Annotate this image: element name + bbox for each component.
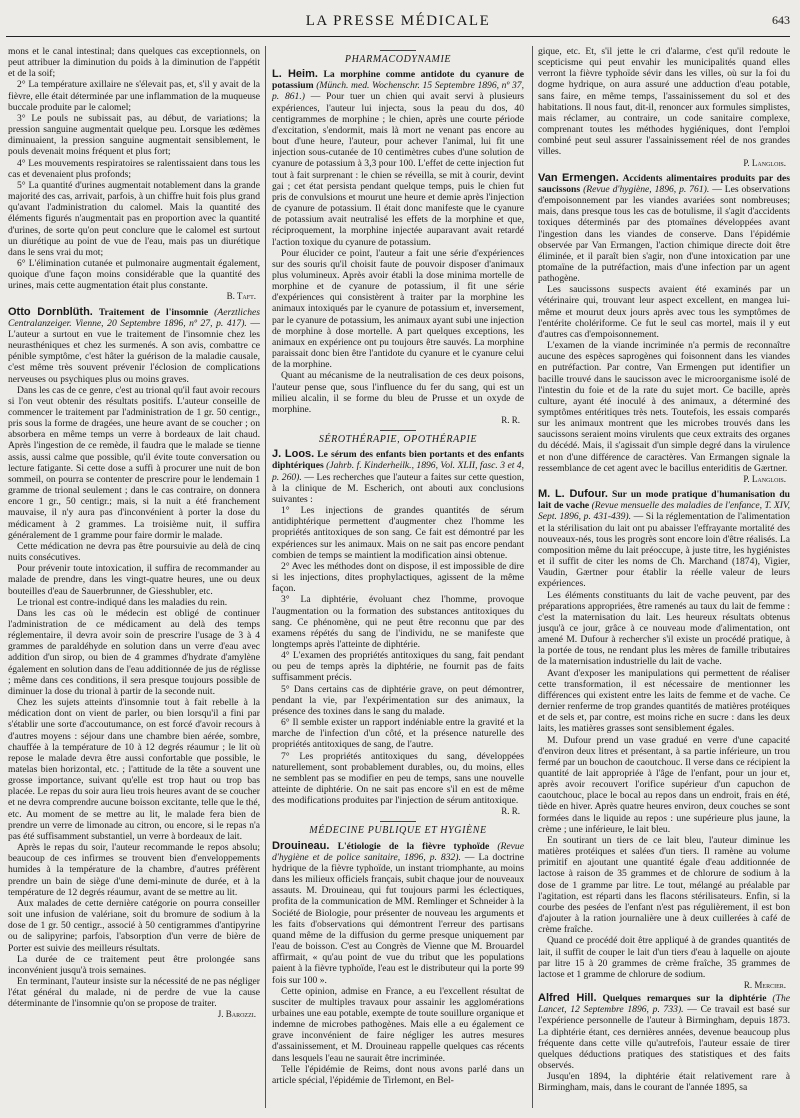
paragraph: Les saucissons suspects avaient été examinés par un vétérinaire qui, trouvant leur aspect excellent, en mangea lui-même et mourut deux jours après avec tous les symptômes de l'entérite cholériforme. Ce fut le seul cas mortel, mais il y eut d'autres cas d'empoisonnement. xyxy=(538,284,790,340)
article-title: Traitement de l'insomnie xyxy=(98,306,209,318)
page-header xyxy=(6,10,790,37)
column-3 xyxy=(538,46,790,1094)
paragraph: 6° L'élimination cutanée et pulmonaire augmentait également, quoique d'une façon moins considérable que la quantité des urines, mais cette augmentation était plus constante. xyxy=(8,257,260,292)
article-head xyxy=(272,69,524,248)
paragraph: 2° Avec les méthodes dont on dispose, il est impossible de dire si les injections, dites prophylactiques, agissent de la même façon. xyxy=(272,560,524,595)
paragraph: — La doctrine hydrique de la fièvre typhoïde, un instant triomphante, au moins dans les milieux officiels français, subit chaque jour de nouveaux assauts. M. Drouineau, qui fut toujours parmi les éclectiques, profita de la communication de MM. Remlinger et Schneider à la Société de Biologie, pour présenter de nouveau les arguments et les faits d'observations qui démontrent l'erreur des partisans quand même de la diffusion du germe presque uniquement par l'eau de boisson. C'est au Congrès de Vienne que M. Brouardel affirmait, « qu'au point de vue du tribut que les populations paient à la fièvre typhoïde, l'eau est le distributeur qui la porte 99 fois sur 100 ». xyxy=(272,851,524,986)
article-heim xyxy=(272,69,524,426)
article-drouineau xyxy=(272,841,524,1086)
article-head xyxy=(538,993,790,1071)
paragraph: — L'auteur a surtout en vue le traitement de l'insomnie chez les neurasthéniques et chez les surmenés. A son avis, combattre ce pénible symptôme, c'est hâter la guérison de la maladie causale, c'est même très souvent prévenir l'éclosion de complications nerveuses ou psychiques plus ou moins graves. xyxy=(8,317,260,385)
column-rule-2 xyxy=(532,46,533,1108)
signature: R. R. xyxy=(501,806,520,817)
paragraph: Quant au mécanisme de la neutralisation de ces deux poisons, l'auteur pense que, sous l'influence du fer du sang, qui est un milieu alcalin, il se forme du bleu de Prusse et un oxyde de morphine. xyxy=(272,370,524,415)
paragraph: Les éléments constituants du lait de vache peuvent, par des préparations appropriées, être ramenés au taux du lait de femme : c'est la maternisation du lait. Les heureux résultats obtenus jusqu'à ce jour, grâce à ce nouveau mode d'alimentation, ont amené M. Dufour à rechercher s'il existe un procédé pratique, à la portée de tous, ne rendant plus les mères de famille tributaires de la maternisation industrielle du lait de vache. xyxy=(538,589,790,668)
signature: R. Mercier. xyxy=(743,979,786,990)
article-reference: (The Lancet, 12 Septembre 1896, p. 733). xyxy=(538,993,791,1016)
article-head xyxy=(272,449,524,505)
paragraph: 2° La température axillaire ne s'élevait pas, et, s'il y avait de la fièvre, elle était déterminée par une inflammation de la muqueuse buccale produite par le calomel; xyxy=(8,79,260,113)
paragraph: — Ce travail est basé sur l'expérience personnelle de l'auteur à Birmingham, depuis 1873. La diphtérie étant, ces dernières années, devenue beaucoup plus fréquente dans cette ville qu'autrefois, l'auteur essaie de tirer quelques déductions pratiques des statistiques et des faits observés. xyxy=(538,1004,790,1072)
paragraph: Cette opinion, admise en France, a eu l'excellent résultat de susciter de multiples travaux pour assainir les agglomérations urbaines une eau potable, exempte de toute souillure organique et indemne de microbes pathogènes. Mais elle a eu également ce grave inconvénient de faire négliger les autres mesures d'assainissement, et M. Drouineau rappelle quelques cas récents dans lesquels l'eau ne saurait être incriminée. xyxy=(272,985,524,1064)
paragraph: mons et le canal intestinal; dans quelques cas exceptionnels, on peut attribuer la diminution du poids à la diminution de l'appétit et de la soif; xyxy=(8,46,260,80)
article-author: Alfred Hill. xyxy=(538,992,597,1005)
article-author: J. Loos. xyxy=(272,448,315,461)
article-reference: (Revue d'hygiène et de police sanitaire, 1896, p. 832). xyxy=(272,840,524,863)
paragraph: — Les recherches que l'auteur a faites sur cette question, à la clinique de M. Escherich, ont abouti aux conclusions suivantes : xyxy=(272,471,525,505)
signature: P. Langlois. xyxy=(743,473,786,484)
paragraph: Après le repas du soir, l'auteur recommande le repos absolu; beaucoup de ces infirmes se trouvent bien d'enveloppements humides à la température de la chambre, d'autres préfèrent prendre un bain de siège d'une demi-minute de durée, et à la température de 12 degrés réaumur, avant de se mettre au lit. xyxy=(8,842,260,898)
paragraph: — Si la réglementation de l'alimentation et la stérilisation du lait ont pu abaisser l'effrayante mortalité des nouveaux-nés, tous les progrès sont encore loin d'être réalisés. La composition même du lait préoccupe, à juste titre, les hygiénistes et il suffit de citer les noms de Ch. Marchand (1874), Vigier, Vaudin, Gærtner pour établir la réelle valeur de leurs expériences. xyxy=(538,511,790,590)
paragraph: Telle l'épidémie de Reims, dont nous avons parlé dans un article spécial, l'épidémie de Tirlemont, en Bel- xyxy=(272,1063,524,1086)
article-title: La morphine comme antidote du cyanure de potassium xyxy=(272,69,524,92)
article-author: Van Ermengen. xyxy=(538,171,619,184)
paragraph: Cette médication ne devra pas être poursuivie au delà de cinq nuits consécutives. xyxy=(8,540,260,564)
paragraph: Le trional est contre-indiqué dans les maladies du rein. xyxy=(17,596,228,608)
article-author: Drouineau. xyxy=(272,839,330,852)
paragraph: 5° La quantité d'urines augmentait notablement dans la grande majorité des cas, arrivait, parfois, à un chiffre huit fois plus grand qu'avant l'administration du calomel. Mais la quantité des éléments figurés n'augmentait pas en proportion avec la quantité d'urines, de sorte qu'on peut conclure que le calomel est surtout un diurétique au point de vue de l'eau, mais pas un diurétique dans le sens vrai du mot; xyxy=(8,179,260,258)
signature: B. Taft. xyxy=(226,291,256,302)
paragraph: Chez les sujets atteints d'insomnie tout à fait rebelle à la médication dont on vient de parler, ou bien lorsqu'il a fini par s'établir une sorte d'accoutumance, on est forcé d'avoir recours à d'autres moyens : séjour dans une chambre bien aérée, sombre, chauffée à la température de 10 à 12 degrés réaumur ; le lit où repose le malade devra être aussi confortable que possible, le matelas bien horizontal, etc. ; l'attitude de la tête a souvent une grosse importance, suivant qu'elle est trop haut ou trop bas placée. Le repas du soir aura lieu trois heures avant de se coucher et ne devra comprendre aucune boisson excitante, telle que le thé, etc. Au moment de se mettre au lit, le malade fera bien de prendre un verre de limonade au citron, ou encore, si le repas n'a pas été suffisamment substantiel, un verre à bordeaux de lait. xyxy=(8,697,260,842)
article-dufour xyxy=(538,489,790,991)
paragraph: 3° Le pouls ne subissait pas, au début, de variations; la pression sanguine augmentait quelque peu. Lorsque les œdèmes diminuaient, la pression sanguine augmentait sensiblement, le pouls devenait moins fréquent et plus fort; xyxy=(8,112,260,158)
paragraph: Dans les cas de ce genre, c'est au trional qu'il faut avoir recours si l'on veut obtenir des résultats positifs. L'auteur conseille de commencer le traitement par l'administration de 1 gr. 50 centigr., pris sous la forme de dragées, une heure avant de se coucher ; on absorbera en même temps un verre à bordeaux de lait chaud. Après l'ingestion de ce remède, il faudra que le malade se tienne assis, aussi calme que possible, qu'il évite toute conversation ou lecture fatigante. Si cette dose a suffi à procurer une nuit de bon sommeil, on pourra se contenter de prescrire pour le lendemain 1 gramme de trional seulement ; dans le cas contraire, on donnera encore 1 gr., 50 centigr.; mais, si la nuit a été franchement mauvaise, il n'y aura pas d'inconvénient à porter la dose du médicament à 2 grammes. La troisième nuit, il suffira généralement de 1 gramme pour faire dormir le malade. xyxy=(8,384,260,541)
paragraph: 3° La diphtérie, évoluant chez l'homme, provoque l'augmentation ou la formation des substances antitoxiques du sang. Ce phénomène, qui ne peut être reconnu que par des examens répétés du sang de l'individu, ne se manifeste que longtemps après l'atteinte de diphtérie. xyxy=(272,594,524,650)
paragraph: gique, etc. Et, s'il jette le cri d'alarme, c'est qu'il redoute le scepticisme qui peut envahir les municipalités quand elles verront la fièvre typhoïde sévir dans les villes, où sur la foi du dogme hydrique, on aura assuré une adduction d'eau potable, sans faire, en même temps, l'assainissement du sol et des habitations. Il nous faut, dit-il, renoncer aux formules simplistes, mais réclamer, au contraire, un code sanitaire complexe, comprenant toutes les méthodes hygiéniques, dont l'emploi combiné peut seul assurer l'assainissement réel de nos grandes villes. xyxy=(538,46,790,158)
article-reference: (Münch. med. Wochenschr. 15 Septembre 1896, nº 37, p. 861.) xyxy=(272,80,524,103)
article-continuation xyxy=(8,46,260,303)
paragraph: M. Dufour prend un vase gradué en verre d'une capacité d'environ deux litres et présentant, à sa partie inférieure, un trou fermé par un bouchon de caoutchouc. Il verse dans ce récipient la quantité de lait appropriée à l'âge de l'enfant, pour un jour et, après avoir recouvert l'orifice supérieur d'un capuchon de caoutchouc, place le bocal au repos dans un endroit, frais en été, tiède en hiver. Après quatre heures environ, deux couches se sont formées dans le liquide au repos : une supérieure plus jaune, la crème ; une inférieure, le lait bleu. xyxy=(538,734,790,835)
paragraph: 6° Il semble exister un rapport indéniable entre la gravité et la marche de l'infection d'un côté, et la présence naturelle des propriétés antitoxiques de sang, de l'autre. xyxy=(272,717,524,751)
article-title: Quelques remarques sur la diphtérie xyxy=(602,993,767,1005)
article-hill xyxy=(538,993,790,1093)
article-title: Sur un mode pratique d'humanisation du lait de vache xyxy=(538,489,790,512)
paragraph: 7° Les propriétés antitoxiques du sang, développées naturellement, sont probablement durables, ou, du moins, elles ne semblent pas se modifier en peu de temps, sans une nouvelle atteinte de diphtérie. On ne sait pas encore s'il en est de même des modifications produites par l'injection de sérum antitoxique. xyxy=(272,750,524,807)
column-1 xyxy=(8,46,260,1023)
paragraph: Avant d'exposer les manipulations qui permettent de réaliser cette transformation, il est nécessaire de mentionner les différences qui existent entre les laits de femme et de vache. Ce dernier renferme de trop grandes quantités de matières protéiques et de sels et, par contre, est moins riche en sucre : dans les deux laits, les matières grasses sont sensiblement égales. xyxy=(538,667,790,735)
column-2 xyxy=(272,46,524,1086)
article-title: Le sérum des enfants bien portants et des enfants diphtériques xyxy=(272,449,524,472)
article-continuation xyxy=(538,46,790,169)
paragraph: 1° Les injections de grandes quantités de sérum antidiphtérique permettent d'augmenter chez l'homme les propriétés antitoxiques de son sang. Ce fait est démontré par les expériences sur les animaux. Mais on ne sait pas encore pendant combien de temps se maintient la modification ainsi obtenue. xyxy=(272,505,524,561)
signature: P. Langlois. xyxy=(743,157,786,168)
paragraph: L'examen de la viande incriminée n'a permis de reconnaître aucune des espèces saprogènes qui foisonnent dans les viandes en putréfaction. Par contre, Van Ermengen put identifier un bacille trouvé dans le saucisson avec le microorganisme isolé de l'intestin du foie et de la rate du sujet mort. Ce bacille, après culture, ayant été inoculé à des animaux, a déterminé des symptômes entéritiques très nets. Toutefois, les essais comparés sur les animaux montrent que les microbes trouvés dans les saucissons seraient moins virulents que ceux extraits des organes du décédé. Mais, il s'agissait d'un simple degré dans la virulence et non d'une différence de caractères. Van Ermangen signale la ressemblance de cet agent avec le bacillus enteriditis de Gærtner. xyxy=(538,340,790,474)
article-title: Accidents alimentaires produits par des saucissons xyxy=(538,172,790,195)
page-number: 643 xyxy=(772,13,790,27)
article-dornbluth xyxy=(8,307,260,1021)
paragraph: Quand ce procédé doit être appliqué à de grandes quantités de lait, il suffit de couper le lait d'un tiers d'eau à laquelle on ajoute par litre 15 à 20 grammes de crème fraîche, 35 grammes de lactose et 1 gramme de chlorure de sodium. xyxy=(538,935,790,980)
article-author: Otto Dornblüth. xyxy=(8,305,93,318)
article-author: L. Heim. xyxy=(272,68,318,81)
article-head xyxy=(538,489,790,589)
paragraph: Dans les cas où le médecin est obligé de continuer l'administration de ce médicament au delà des temps réglementaire, il devra avoir soin de prescrire l'usage de 3 à 4 grammes de paraldéhyde en solution dans un verre d'eau avec addition d'un sirop, ou bien de 4 grammes d'hydrate d'amylène également en solution dans de l'eau additionnée de jus de réglisse ; même dans ces conditions, il sera presque toujours possible de diminuer la dose du trional à partir de la seconde nuit. xyxy=(8,607,260,697)
paragraph: — Les observations d'empoisonnement par les viandes avariées sont nombreuses; mais, dans presque tous les cas de botulisme, il s'agit d'accidents toxiques déterminés par des ptomaïnes développées avant l'ingestion dans les viandes de conserve. Dans l'épidémie observée par Van Ermangen, l'action chimique directe doit être éliminée, et il paraît bien s'agir, non d'une intoxication par une ptomaïne de la putréfaction, mais d'une infection par un agent pathogène. xyxy=(538,183,790,285)
section-heading: MÉDECINE PUBLIQUE ET HYGIÈNE xyxy=(272,821,524,836)
paragraph: — Pour tuer un chien qui avait servi à plusieurs expériences, l'auteur lui injecta, sous la peau du dos, 40 centigrammes de morphine ; le chien, après une courte période d'excitation, s'endormit, mais là mort ne venant pas encore au bout d'une heure, l'auteur, pour achever l'animal, lui fit une injection sous-cutanée de 10 centimètres cubes d'une solution de cyanure de potassium à 3,3 pour 100. L'effet de cette injection fut tout à fait surprenant : le chien se réveilla, se mit à courir, devint gai ; cet état persista pendant quelque temps, puis le chien fut pris de convulsions et mourut une heure et demie après l'injection de cyanure de potassium. Il était donc manifeste que le cyanure de potassium avait neutralisé les effets de la morphine et que, réciproquement, la morphine injectée auparavant avait retardé l'action toxique du cyanure de potassium. xyxy=(272,91,525,248)
paragraph: 4° Les mouvements respiratoires se ralentissaient dans tous les cas et devenaient plus profonds; xyxy=(8,157,260,180)
paragraph: 4° L'examen des propriétés antitoxiques du sang, fait pendant ou peu de temps après la diphtérie, ne fournit pas de faits suffisamment précis. xyxy=(272,650,524,684)
paragraph: En terminant, l'auteur insiste sur la nécessité de ne pas négliger l'état général du malade, ni de perdre de vue la cause déterminante de l'insomnie qu'on se propose de traiter. xyxy=(8,975,260,1010)
article-title: L'étiologie de la fièvre typhoïde xyxy=(337,840,490,852)
paragraph: La durée de ce traitement peut être prolongée sans inconvénient jusqu'à trois semaines. xyxy=(8,953,260,976)
article-reference: (Revue d'hygiène, 1896, p. 761). xyxy=(583,183,710,195)
paragraph: Pour prévenir toute intoxication, il suffira de recommander au malade de prendre, dans les vingt-quatre heures, une ou deux bouteilles d'eau de Sauerbrunner, de Giesshubler, etc. xyxy=(8,563,260,597)
article-van-ermengen xyxy=(538,173,790,485)
paragraph: 5° Dans certains cas de diphtérie grave, on peut démontrer, pendant la vie, par l'expérimentation sur des animaux, la présence des toxines dans le sang du malade. xyxy=(272,683,524,717)
paragraph: Aux malades de cette dernière catégorie on pourra conseiller soit une infusion de valériane, soit du bromure de sodium à la dose de 1 gr. 50 centigr., associé à 50 centigrammes d'antipyrine ou de salipyrine; parfois, l'absorption d'un verre de bière de Porter est suivie des meilleurs résultats. xyxy=(8,897,260,954)
signature: R. R. xyxy=(501,415,520,425)
paragraph: En soutirant un tiers de ce lait bleu, l'auteur diminue les matières protéiques et salées d'un tiers. Il ramène au volume primitif en ajoutant une quantité égale d'eau additionnée de lactose à raison de 35 grammes et de chlorure de sodium à la dose de 1 gramme par litre. Le tout, mélangé au préalable par l'agitation, est réparti dans les flacons stérilisateurs. Enfin, si la courbe des pesées de l'enfant n'est pas régulièrement, il est bon d'ajouter à la ration journalière une à deux cuillerées à café de crème fraîche. xyxy=(538,834,790,936)
section-heading: PHARMACODYNAMIE xyxy=(272,50,524,65)
article-head xyxy=(8,307,260,385)
article-head xyxy=(538,173,790,285)
section-heading: SÉROTHÉRAPIE, OPOTHÉRAPIE xyxy=(272,430,524,445)
paragraph: Pour élucider ce point, l'auteur a fait une série d'expériences sur des souris qu'il choisit faute de pouvoir disposer d'animaux plus volumineux. Après avoir établi la dose minima mortelle de morphine et de cyanure de potassium, il fit une série d'expériences qui consistèrent à traiter par la morphine les animaux intoxiqués par le cyanure de potassium et, inversement, par le cyanure de potassium, les animaux ayant subi une injection de morphine à dose mortelle. A part quelques exceptions, les animaux en expérience ont pu toujours être sauvés. La morphine paraissait donc bien être l'antidote du cyanure et le cyanure celui de la morphine. xyxy=(272,247,524,371)
article-reference: (Aerztliches Centralanzeiger. Vienne, 20 Septembre 1896, nº 27, p. 417). xyxy=(8,306,260,329)
article-loos xyxy=(272,449,524,817)
paragraph: Jusqu'en 1894, la diphtérie était relativement rare à Birmingham, mais, dans le courant de l'année 1895, sa xyxy=(538,1071,790,1094)
article-author: M. L. Dufour. xyxy=(538,488,608,501)
article-reference: (Jahrb. f. Kinderheilk., 1896, Vol. XLII, fasc. 3 et 4, p. 260). xyxy=(272,460,524,483)
article-head xyxy=(272,841,524,986)
journal-title: LA PRESSE MÉDICALE xyxy=(305,13,491,29)
signature: J. Barozzi. xyxy=(217,1009,256,1020)
column-rule-1 xyxy=(265,46,266,1108)
article-reference: (Revue mensuelle des maladies de l'enfance, T. XIV, Sept. 1896, p. 431-439). xyxy=(538,500,790,523)
